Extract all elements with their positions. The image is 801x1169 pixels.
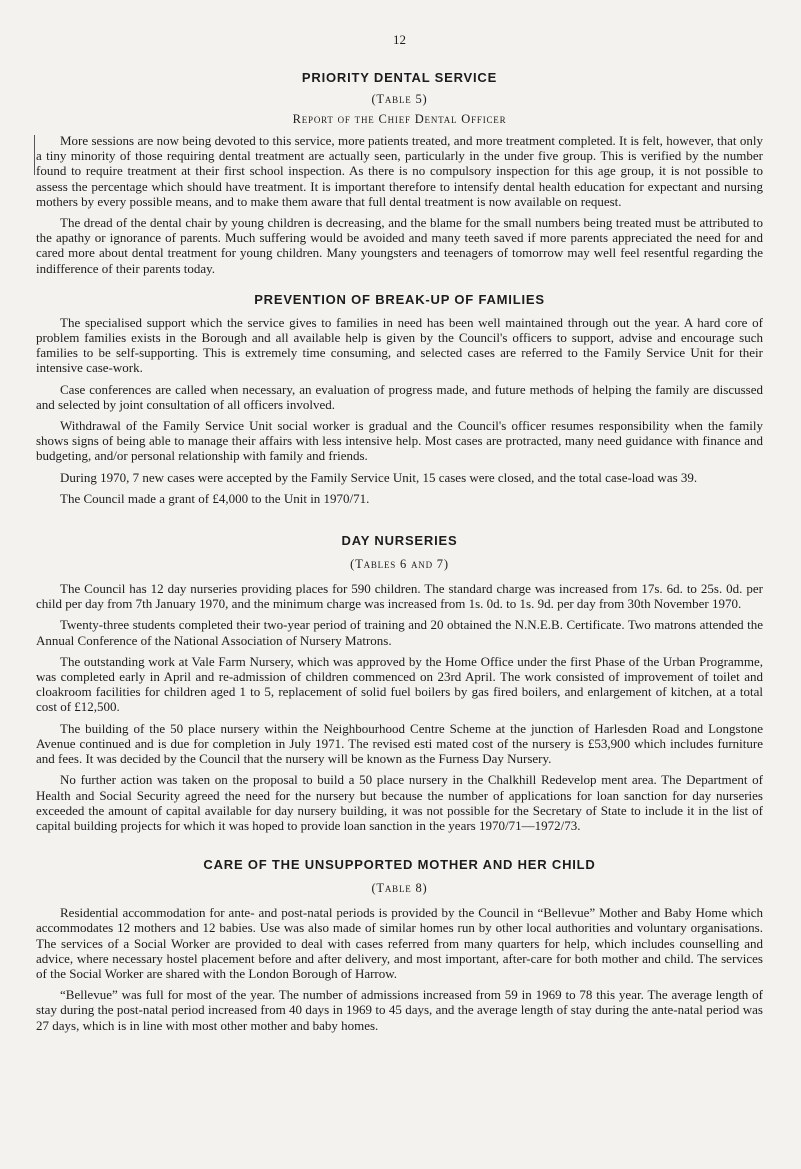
table-reference: (Tables 6 and 7) [350,557,449,572]
paragraph: Withdrawal of the Family Service Unit social worker is gradual and the Council's officer resumes responsibility when the family shows signs of being able to manage their affairs with less intensive help. Most cases are protracted, many need guidance with finance and budgeting, and/or personal relationship with family and friends. [36,418,763,464]
report-subtitle: Report of the Chief Dental Officer [292,112,507,126]
paragraph: During 1970, 7 new cases were accepted by the Family Service Unit, 15 cases were closed, and the total case-load was 39. [60,469,698,485]
section-day-nurseries [36,533,763,833]
section-heading: CARE OF THE UNSUPPORTED MOTHER AND HER CHILD [203,857,596,873]
section-heading: PREVENTION OF BREAK-UP OF FAMILIES [254,291,545,307]
paragraph: The dread of the dental chair by young children is decreasing, and the blame for the small numbers being treated must be attributed to the apathy or ignorance of parents. Much suffering would be avoided and many teeth saved if more parents appreciated the need for and cared more about dental treatment for young children. Many youngsters and teenagers of tomorrow may well feel resentful regarding the indifference of their parents today. [36,215,763,276]
page-number: 12 [393,32,406,47]
section-unsupported-mother [36,857,763,1033]
paragraph: “Bellevue” was full for most of the year. The number of admissions increased from 59 in 1969 to 78 this year. The average length of stay during the post-natal period increased from 40 days in 1969 to 45 days, and the average length of stay during the ante-natal period was 27 days, which is in line with most other mother and baby homes. [36,987,763,1033]
section-prevention-of-break-up [36,292,763,506]
table-reference: (Table 8) [371,881,428,896]
table-reference: (Table 5) [371,92,428,106]
section-priority-dental-service [36,70,763,276]
section-heading: PRIORITY DENTAL SERVICE [301,70,498,85]
margin-rule [34,135,35,175]
section-heading: DAY NURSERIES [341,533,458,549]
paragraph: The specialised support which the service gives to families in need has been well maintained through out the year. A hard core of problem families exists in the Borough and all available help is given by the Council's officers to support, advise and encourage such families to be self-supporting. This is extremely time consuming, and selected cases are referred to the Family Service Unit for their intensive case-work. [36,314,763,376]
paragraph: More sessions are now being devoted to this service, more patients treated, and more treatment completed. It is felt, however, that only a tiny minority of those requiring dental treatment are actually seen, particularly in the under five group. This is verified by the number found to require treatment at their first school inspection. As there is no compulsory inspection for this age group, it is not possible to assess the percentage which should have treatment. It is important therefore to intensify dental health education for expectant and nursing mothers by every possible means, and to make them aware that full dental treatment is now available on request. [36,133,763,209]
paragraph: The outstanding work at Vale Farm Nursery, which was approved by the Home Office under the first Phase of the Urban Programme, was completed early in April and re-admission of children commenced on 23rd April. The work consisted of improvement of toilet and cloakroom facilities for children aged 1 to 5, replacement of solid fuel boilers by gas fired boilers, and enlargement of kitchen, at a total cost of £12,500. [36,653,763,715]
paragraph: Case conferences are called when necessary, an evaluation of progress made, and future methods of helping the family are discussed and selected by joint consultation of all officers involved. [36,381,763,412]
paragraph: No further action was taken on the proposal to build a 50 place nursery in the Chalkhill Redevelop ment area. The Department of Health and Social Security agreed the need for the nursery but because the number of applications for loan sanction for day nurseries exceeded the amount of capital available for day nursery building, it was not possible for the Secretary of State to include it in the list of capital building projects for which it was hoped to provide loan sanction in the years 1970/71—1972/73. [36,772,763,833]
paragraph: Residential accommodation for ante- and post-natal periods is provided by the Council in “Bellevue” Mother and Baby Home which accommodates 12 mothers and 12 babies. Use was also made of similar homes run by other local authorities and voluntary organisations. The services of a Social Worker are provided to deal with cases referred from many quarters for help, which includes counselling and advice, where necessary hostel placement before and after delivery, and most important, after-care for both mother and child. The services of the Social Worker are shared with the London Borough of Harrow. [36,905,763,981]
paragraph: The Council has 12 day nurseries providing places for 590 children. The standard charge was increased from 17s. 6d. to 25s. 0d. per child per day from 7th January 1970, and the minimum charge was increased from 1s. 0d. to 1s. 9d. per day from 30th November 1970. [36,581,763,612]
paragraph: Twenty-three students completed their two-year period of training and 20 obtained the N.N.E.B. Certificate. Two matrons attended the Annual Conference of the National Association of Nursery Matrons. [36,617,763,648]
paragraph: The Council made a grant of £4,000 to the Unit in 1970/71. [60,490,370,506]
paragraph: The building of the 50 place nursery within the Neighbourhood Centre Scheme at the junction of Harlesden Road and Longstone Avenue continued and is due for completion in July 1971. The revised esti mated cost of the nursery is £53,900 which includes furniture and fees. It was decided by the Council that the nursery will be known as the Furness Day Nursery. [36,720,763,767]
